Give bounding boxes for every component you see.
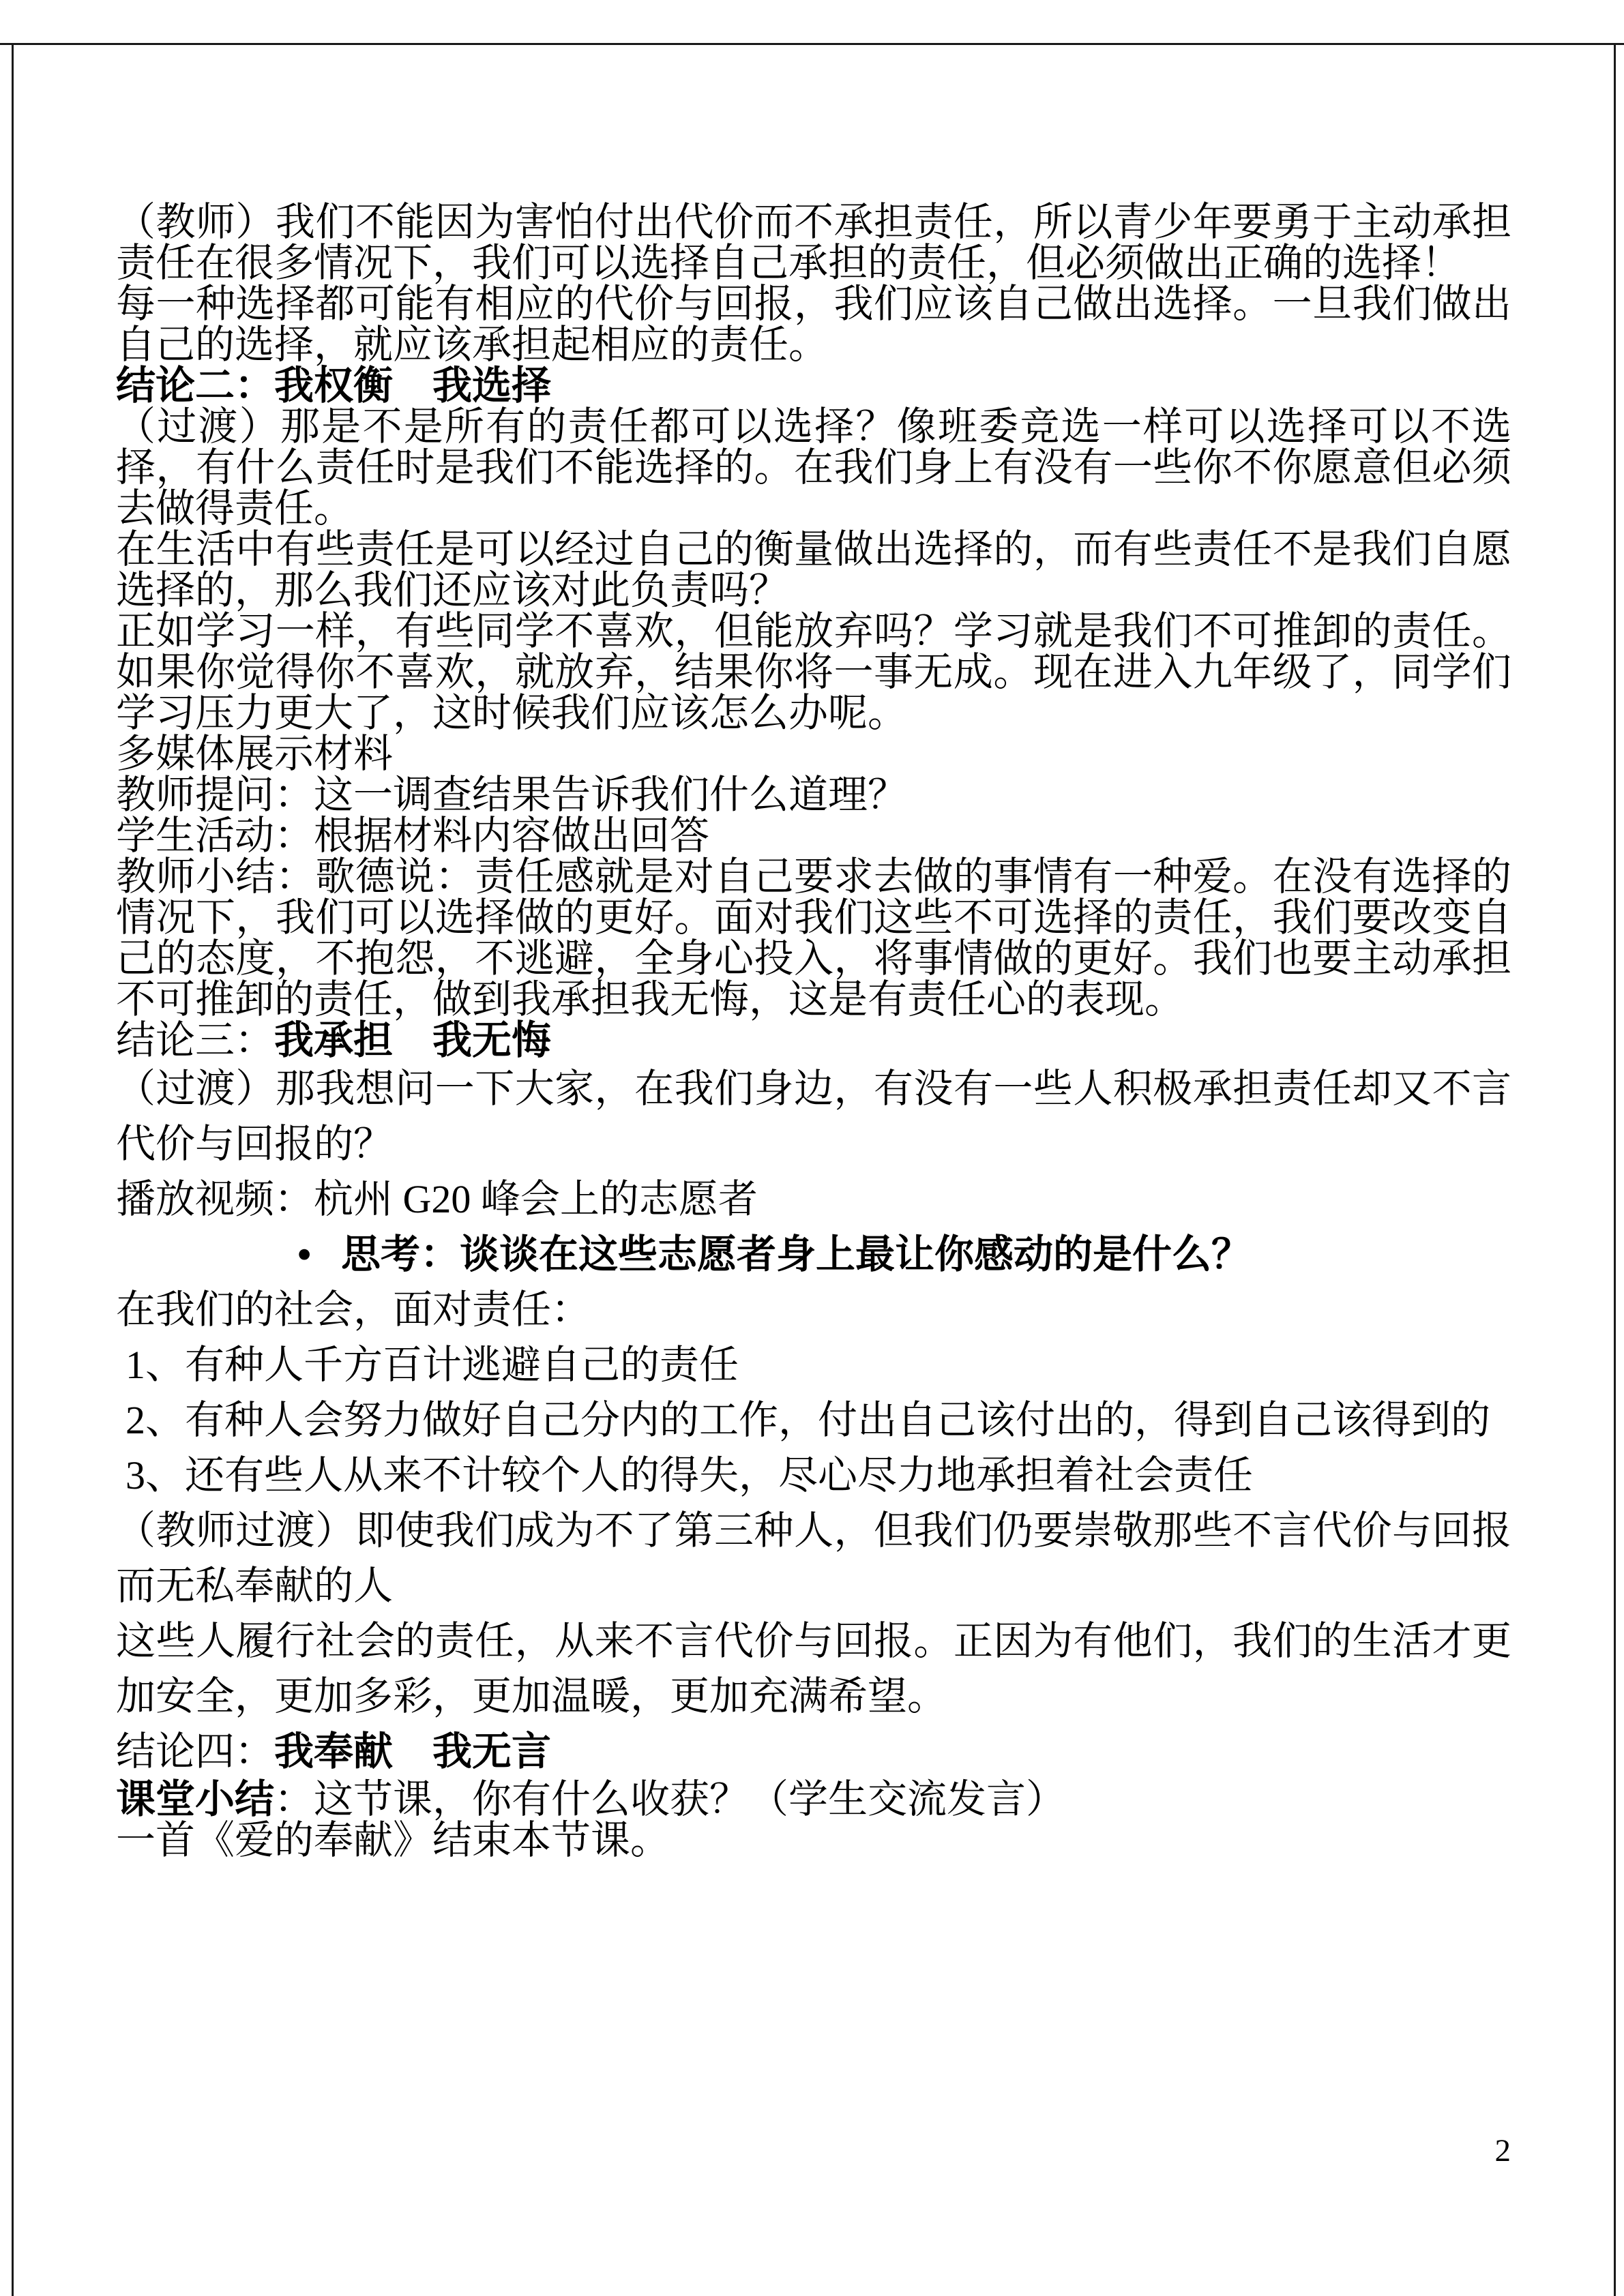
text-run: 每一种选择都可能有相应的代价与回报，我们应该自己做出选择。一旦我们做出自己的选择，就应该承担起相应的责任。 xyxy=(116,282,1511,367)
paragraph-life-responsibility xyxy=(116,529,1511,611)
paragraph-student-activity xyxy=(116,816,1511,856)
paragraph-teacher-question xyxy=(116,775,1511,816)
paragraph-closing-song xyxy=(116,1820,1511,1861)
document-body xyxy=(116,202,1511,1861)
paragraph-conclusion-4 xyxy=(116,1724,1511,1779)
bold-text-run: 思考：谈谈在这些志愿者身上最让你感动的是什么？ xyxy=(341,1232,1252,1277)
paragraph-transition-2 xyxy=(116,1061,1511,1172)
paragraph-class-summary xyxy=(116,1779,1511,1820)
page-border-top xyxy=(0,43,1624,45)
paragraph-think-question xyxy=(116,1227,1511,1282)
paragraph-type-2 xyxy=(116,1392,1511,1448)
text-run: 教师提问：这一调查结果告诉我们什么道理？ xyxy=(116,773,908,817)
text-run: 多媒体展示材料 xyxy=(116,732,394,776)
text-run: 在我们的社会，面对责任： xyxy=(116,1287,591,1332)
paragraph-teacher-summary xyxy=(116,856,1511,1020)
text-run: （过渡）那是不是所有的责任都可以选择？像班委竞选一样可以选择可以不选择，有什么责任时是我们不能选择的。在我们身上有没有一些你不你愿意但必须去做得责任。 xyxy=(116,404,1511,531)
page-border-left xyxy=(12,43,14,2296)
page-number: 2 xyxy=(1494,2133,1511,2168)
paragraph-devotion xyxy=(116,1613,1511,1724)
paragraph-teacher-transition xyxy=(116,1503,1511,1613)
text-run: 学生活动：根据材料内容做出回答 xyxy=(116,814,710,858)
paragraph-society-intro xyxy=(116,1282,1511,1337)
bold-text-run: 我奉献 我无言 xyxy=(274,1729,552,1774)
paragraph-video xyxy=(116,1172,1511,1227)
page-border-right xyxy=(1614,43,1616,2296)
paragraph-conclusion-3 xyxy=(116,1020,1511,1061)
paragraph-type-3 xyxy=(116,1448,1511,1503)
text-run: 一首《爱的奉献》结束本节课。 xyxy=(116,1818,670,1862)
text-run: ：这节课，你有什么收获？（学生交流发言） xyxy=(274,1777,1066,1821)
paragraph-type-1 xyxy=(116,1337,1511,1392)
paragraph-multimedia xyxy=(116,734,1511,775)
text-run: （教师）我们不能因为害怕付出代价而不承担责任，所以青少年要勇于主动承担责任在很多情况下，我们可以选择自己承担的责任，但必须做出正确的选择！ xyxy=(116,200,1511,285)
text-run: 在生活中有些责任是可以经过自己的衡量做出选择的，而有些责任不是我们自愿选择的，那么我们还应该对此负责吗？ xyxy=(116,527,1511,612)
paragraph-conclusion-2 xyxy=(116,363,1511,408)
bullet-icon: • xyxy=(297,1232,312,1277)
text-run: 结论四： xyxy=(116,1729,275,1774)
text-run: 播放视频：杭州 G20 峰会上的志愿者 xyxy=(116,1177,758,1221)
text-run: 1、有种人千方百计逃避自己的责任 xyxy=(126,1343,739,1387)
text-run: 3、还有些人从来不计较个人的得失，尽心尽力地承担着社会责任 xyxy=(126,1453,1254,1497)
text-run: （过渡）那我想问一下大家，在我们身边，有没有一些人积极承担责任却又不言代价与回报的？ xyxy=(116,1067,1511,1166)
text-run: 结论三： xyxy=(116,1018,275,1062)
paragraph-study-example xyxy=(116,611,1511,734)
text-run: 这些人履行社会的责任，从来不言代价与回报。正因为有他们，我们的生活才更加安全，更加多彩，更加温暖，更加充满希望。 xyxy=(116,1619,1511,1718)
text-run: 2、有种人会努力做好自己分内的工作，付出自己该付出的，得到自己该得到的 xyxy=(126,1398,1491,1442)
paragraph-choice-cost xyxy=(116,284,1511,366)
text-run: 教师小结：歌德说：责任感就是对自己要求去做的事情有一种爱。在没有选择的情况下，我们可以选择做的更好。面对我们这些不可选择的责任，我们要改变自己的态度，不抱怨，不逃避，全身心投入，将事情做的更好。我们也要主动承担不可推卸的责任，做到我承担我无悔，这是有责任心的表现。 xyxy=(116,854,1511,1022)
bold-text-run: 结论二：我权衡 我选择 xyxy=(116,363,552,408)
paragraph-teacher-intro xyxy=(116,202,1511,284)
text-run: 正如学习一样，有些同学不喜欢，但能放弃吗？学习就是我们不可推卸的责任。如果你觉得你不喜欢，就放弃，结果你将一事无成。现在进入九年级了，同学们学习压力更大了，这时候我们应该怎么办呢。 xyxy=(116,609,1511,735)
text-run: （教师过渡）即使我们成为不了第三种人，但我们仍要崇敬那些不言代价与回报而无私奉献的人 xyxy=(116,1508,1511,1608)
bold-text-run: 我承担 我无悔 xyxy=(274,1018,552,1062)
bold-text-run: 课堂小结 xyxy=(116,1777,275,1821)
paragraph-transition-1 xyxy=(116,406,1511,529)
